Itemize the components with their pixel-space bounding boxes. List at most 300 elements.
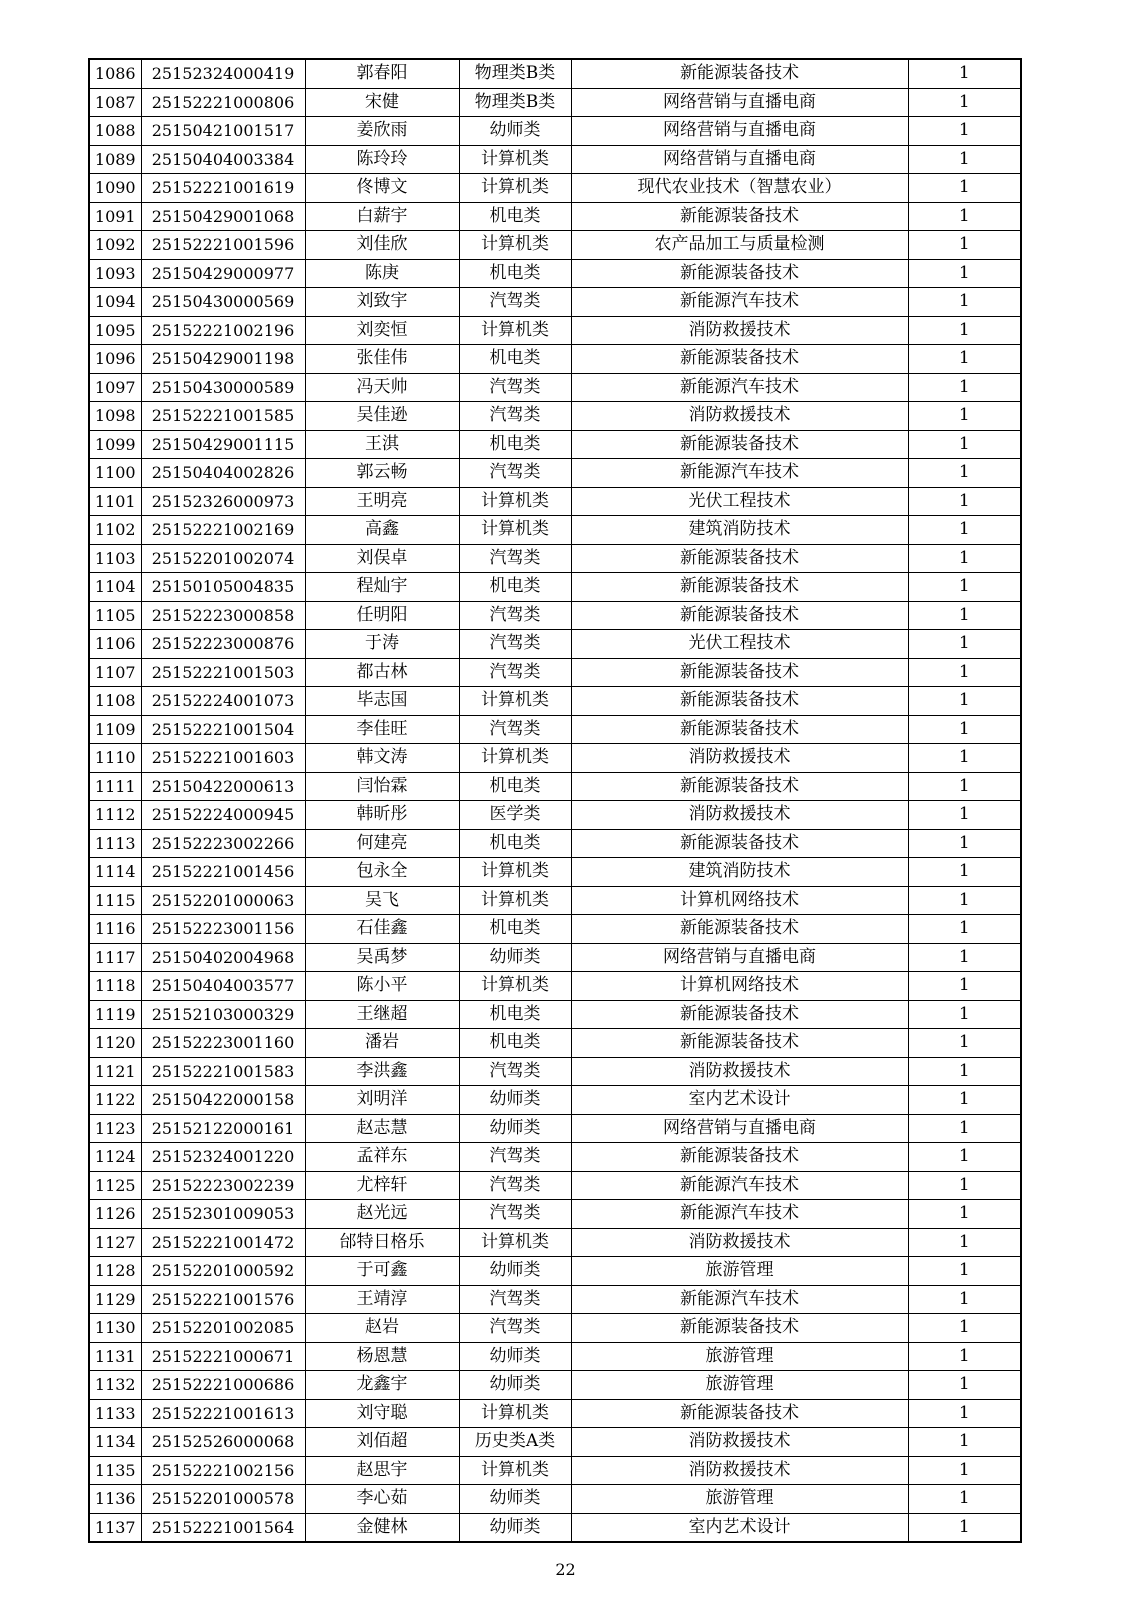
category-cell: 幼师类: [459, 1485, 571, 1514]
major-cell: 新能源装备技术: [571, 715, 908, 744]
table-row: [89, 59, 1021, 88]
table-row: [89, 630, 1021, 659]
serial-cell: 1100: [89, 459, 141, 488]
count-cell: 1: [908, 744, 1021, 773]
serial-cell: 1117: [89, 943, 141, 972]
exam-number-cell: 25152221001576: [141, 1285, 305, 1314]
serial-cell: 1127: [89, 1228, 141, 1257]
serial-cell: 1123: [89, 1114, 141, 1143]
count-cell: 1: [908, 1456, 1021, 1485]
category-cell: 计算机类: [459, 744, 571, 773]
major-cell: 建筑消防技术: [571, 516, 908, 545]
table-row: [89, 829, 1021, 858]
serial-cell: 1133: [89, 1399, 141, 1428]
category-cell: 计算机类: [459, 972, 571, 1001]
table-body: [89, 59, 1021, 1542]
student-name-cell: 刘致宇: [305, 288, 459, 317]
major-cell: 新能源装备技术: [571, 573, 908, 602]
table-row: [89, 715, 1021, 744]
count-cell: 1: [908, 373, 1021, 402]
exam-number-cell: 25150404003384: [141, 145, 305, 174]
count-cell: 1: [908, 402, 1021, 431]
serial-cell: 1086: [89, 59, 141, 88]
table-row: [89, 1257, 1021, 1286]
serial-cell: 1109: [89, 715, 141, 744]
table-row: [89, 772, 1021, 801]
count-cell: 1: [908, 1513, 1021, 1542]
category-cell: 机电类: [459, 772, 571, 801]
table-row: [89, 117, 1021, 146]
table-row: [89, 943, 1021, 972]
exam-number-cell: 25152224001073: [141, 687, 305, 716]
major-cell: 新能源装备技术: [571, 915, 908, 944]
count-cell: 1: [908, 1114, 1021, 1143]
category-cell: 计算机类: [459, 1228, 571, 1257]
table-row: [89, 373, 1021, 402]
exam-number-cell: 25152201000578: [141, 1485, 305, 1514]
exam-number-cell: 25152221001456: [141, 858, 305, 887]
category-cell: 幼师类: [459, 1114, 571, 1143]
student-name-cell: 李洪鑫: [305, 1057, 459, 1086]
major-cell: 新能源汽车技术: [571, 459, 908, 488]
exam-number-cell: 25150429001115: [141, 430, 305, 459]
category-cell: 幼师类: [459, 1513, 571, 1542]
count-cell: 1: [908, 1057, 1021, 1086]
serial-cell: 1090: [89, 174, 141, 203]
count-cell: 1: [908, 601, 1021, 630]
major-cell: 新能源装备技术: [571, 829, 908, 858]
count-cell: 1: [908, 630, 1021, 659]
category-cell: 计算机类: [459, 487, 571, 516]
major-cell: 新能源装备技术: [571, 601, 908, 630]
exam-number-cell: 25150430000569: [141, 288, 305, 317]
serial-cell: 1114: [89, 858, 141, 887]
table-row: [89, 345, 1021, 374]
exam-number-cell: 25150422000613: [141, 772, 305, 801]
serial-cell: 1087: [89, 88, 141, 117]
category-cell: 计算机类: [459, 1399, 571, 1428]
serial-cell: 1132: [89, 1371, 141, 1400]
major-cell: 新能源装备技术: [571, 544, 908, 573]
serial-cell: 1088: [89, 117, 141, 146]
major-cell: 建筑消防技术: [571, 858, 908, 887]
student-name-cell: 吴飞: [305, 886, 459, 915]
table-row: [89, 744, 1021, 773]
table-row: [89, 658, 1021, 687]
count-cell: 1: [908, 1086, 1021, 1115]
serial-cell: 1089: [89, 145, 141, 174]
count-cell: 1: [908, 1428, 1021, 1457]
serial-cell: 1101: [89, 487, 141, 516]
category-cell: 医学类: [459, 801, 571, 830]
serial-cell: 1098: [89, 402, 141, 431]
category-cell: 幼师类: [459, 1371, 571, 1400]
table-row: [89, 1171, 1021, 1200]
exam-number-cell: 25152223001156: [141, 915, 305, 944]
student-name-cell: 都古林: [305, 658, 459, 687]
exam-number-cell: 25152201002085: [141, 1314, 305, 1343]
student-name-cell: 冯天帅: [305, 373, 459, 402]
table-row: [89, 1371, 1021, 1400]
exam-number-cell: 25152221001619: [141, 174, 305, 203]
count-cell: 1: [908, 687, 1021, 716]
major-cell: 新能源装备技术: [571, 202, 908, 231]
student-name-cell: 王淇: [305, 430, 459, 459]
serial-cell: 1092: [89, 231, 141, 260]
category-cell: 汽驾类: [459, 1200, 571, 1229]
student-name-cell: 韩文涛: [305, 744, 459, 773]
major-cell: 消防救援技术: [571, 316, 908, 345]
major-cell: 消防救援技术: [571, 1057, 908, 1086]
serial-cell: 1116: [89, 915, 141, 944]
exam-number-cell: 25152526000068: [141, 1428, 305, 1457]
major-cell: 旅游管理: [571, 1371, 908, 1400]
exam-number-cell: 25150429001068: [141, 202, 305, 231]
serial-cell: 1110: [89, 744, 141, 773]
exam-number-cell: 25152301009053: [141, 1200, 305, 1229]
student-name-cell: 张佳伟: [305, 345, 459, 374]
major-cell: 旅游管理: [571, 1342, 908, 1371]
count-cell: 1: [908, 1228, 1021, 1257]
major-cell: 旅游管理: [571, 1485, 908, 1514]
serial-cell: 1120: [89, 1029, 141, 1058]
exam-number-cell: 25152221001603: [141, 744, 305, 773]
student-name-cell: 邰特日格乐: [305, 1228, 459, 1257]
student-name-cell: 于可鑫: [305, 1257, 459, 1286]
category-cell: 汽驾类: [459, 1314, 571, 1343]
serial-cell: 1099: [89, 430, 141, 459]
major-cell: 新能源装备技术: [571, 1314, 908, 1343]
major-cell: 新能源装备技术: [571, 1399, 908, 1428]
serial-cell: 1128: [89, 1257, 141, 1286]
student-name-cell: 陈小平: [305, 972, 459, 1001]
exam-number-cell: 25152221001585: [141, 402, 305, 431]
serial-cell: 1136: [89, 1485, 141, 1514]
count-cell: 1: [908, 202, 1021, 231]
major-cell: 计算机网络技术: [571, 972, 908, 1001]
count-cell: 1: [908, 772, 1021, 801]
category-cell: 计算机类: [459, 516, 571, 545]
count-cell: 1: [908, 430, 1021, 459]
count-cell: 1: [908, 972, 1021, 1001]
category-cell: 机电类: [459, 915, 571, 944]
exam-number-cell: 25152224000945: [141, 801, 305, 830]
exam-number-cell: 25150402004968: [141, 943, 305, 972]
serial-cell: 1137: [89, 1513, 141, 1542]
exam-number-cell: 25152221001504: [141, 715, 305, 744]
exam-number-cell: 25152324001220: [141, 1143, 305, 1172]
table-row: [89, 886, 1021, 915]
student-name-cell: 杨恩慧: [305, 1342, 459, 1371]
serial-cell: 1126: [89, 1200, 141, 1229]
exam-number-cell: 25152326000973: [141, 487, 305, 516]
admission-table: [88, 58, 1022, 1543]
exam-number-cell: 25152221002156: [141, 1456, 305, 1485]
exam-number-cell: 25150404002826: [141, 459, 305, 488]
category-cell: 汽驾类: [459, 630, 571, 659]
student-name-cell: 程灿宇: [305, 573, 459, 602]
count-cell: 1: [908, 1371, 1021, 1400]
student-name-cell: 赵志慧: [305, 1114, 459, 1143]
major-cell: 消防救援技术: [571, 744, 908, 773]
count-cell: 1: [908, 259, 1021, 288]
count-cell: 1: [908, 1029, 1021, 1058]
serial-cell: 1111: [89, 772, 141, 801]
category-cell: 机电类: [459, 430, 571, 459]
exam-number-cell: 25152221000671: [141, 1342, 305, 1371]
major-cell: 新能源装备技术: [571, 687, 908, 716]
student-name-cell: 潘岩: [305, 1029, 459, 1058]
exam-number-cell: 25152221002169: [141, 516, 305, 545]
count-cell: 1: [908, 858, 1021, 887]
count-cell: 1: [908, 516, 1021, 545]
table-row: [89, 915, 1021, 944]
category-cell: 机电类: [459, 1000, 571, 1029]
student-name-cell: 于涛: [305, 630, 459, 659]
major-cell: 新能源装备技术: [571, 772, 908, 801]
major-cell: 光伏工程技术: [571, 630, 908, 659]
student-name-cell: 刘佰超: [305, 1428, 459, 1457]
table-row: [89, 972, 1021, 1001]
category-cell: 幼师类: [459, 1342, 571, 1371]
count-cell: 1: [908, 88, 1021, 117]
serial-cell: 1130: [89, 1314, 141, 1343]
category-cell: 汽驾类: [459, 288, 571, 317]
exam-number-cell: 25152221001564: [141, 1513, 305, 1542]
table-row: [89, 858, 1021, 887]
student-name-cell: 刘守聪: [305, 1399, 459, 1428]
count-cell: 1: [908, 174, 1021, 203]
count-cell: 1: [908, 943, 1021, 972]
count-cell: 1: [908, 801, 1021, 830]
serial-cell: 1102: [89, 516, 141, 545]
category-cell: 幼师类: [459, 943, 571, 972]
table-row: [89, 231, 1021, 260]
serial-cell: 1097: [89, 373, 141, 402]
serial-cell: 1115: [89, 886, 141, 915]
major-cell: 网络营销与直播电商: [571, 1114, 908, 1143]
major-cell: 消防救援技术: [571, 1456, 908, 1485]
category-cell: 机电类: [459, 202, 571, 231]
serial-cell: 1093: [89, 259, 141, 288]
serial-cell: 1121: [89, 1057, 141, 1086]
count-cell: 1: [908, 573, 1021, 602]
table-row: [89, 1456, 1021, 1485]
student-name-cell: 刘明洋: [305, 1086, 459, 1115]
student-name-cell: 韩昕彤: [305, 801, 459, 830]
major-cell: 消防救援技术: [571, 1428, 908, 1457]
category-cell: 汽驾类: [459, 544, 571, 573]
table-row: [89, 1428, 1021, 1457]
exam-number-cell: 25152221001472: [141, 1228, 305, 1257]
major-cell: 新能源汽车技术: [571, 288, 908, 317]
table-row: [89, 430, 1021, 459]
student-name-cell: 闫怡霖: [305, 772, 459, 801]
major-cell: 现代农业技术（智慧农业）: [571, 174, 908, 203]
table-row: [89, 1086, 1021, 1115]
major-cell: 农产品加工与质量检测: [571, 231, 908, 260]
serial-cell: 1107: [89, 658, 141, 687]
category-cell: 汽驾类: [459, 601, 571, 630]
count-cell: 1: [908, 145, 1021, 174]
exam-number-cell: 25152221001503: [141, 658, 305, 687]
category-cell: 计算机类: [459, 1456, 571, 1485]
major-cell: 新能源装备技术: [571, 59, 908, 88]
student-name-cell: 刘奕恒: [305, 316, 459, 345]
table-row: [89, 1228, 1021, 1257]
major-cell: 网络营销与直播电商: [571, 145, 908, 174]
student-name-cell: 郭春阳: [305, 59, 459, 88]
exam-number-cell: 25152122000161: [141, 1114, 305, 1143]
category-cell: 汽驾类: [459, 459, 571, 488]
category-cell: 计算机类: [459, 886, 571, 915]
serial-cell: 1104: [89, 573, 141, 602]
table-row: [89, 487, 1021, 516]
student-name-cell: 陈玲玲: [305, 145, 459, 174]
serial-cell: 1105: [89, 601, 141, 630]
student-name-cell: 陈庚: [305, 259, 459, 288]
student-name-cell: 白薪宇: [305, 202, 459, 231]
exam-number-cell: 25152223002266: [141, 829, 305, 858]
major-cell: 消防救援技术: [571, 402, 908, 431]
exam-number-cell: 25152223000858: [141, 601, 305, 630]
exam-number-cell: 25150421001517: [141, 117, 305, 146]
table-row: [89, 1114, 1021, 1143]
count-cell: 1: [908, 487, 1021, 516]
count-cell: 1: [908, 1285, 1021, 1314]
student-name-cell: 王靖淳: [305, 1285, 459, 1314]
table-row: [89, 1057, 1021, 1086]
category-cell: 幼师类: [459, 1086, 571, 1115]
exam-number-cell: 25150430000589: [141, 373, 305, 402]
table-row: [89, 1000, 1021, 1029]
count-cell: 1: [908, 1314, 1021, 1343]
exam-number-cell: 25152221001596: [141, 231, 305, 260]
student-name-cell: 王明亮: [305, 487, 459, 516]
student-name-cell: 金健林: [305, 1513, 459, 1542]
count-cell: 1: [908, 715, 1021, 744]
category-cell: 计算机类: [459, 858, 571, 887]
student-name-cell: 高鑫: [305, 516, 459, 545]
category-cell: 幼师类: [459, 1257, 571, 1286]
major-cell: 新能源装备技术: [571, 345, 908, 374]
exam-number-cell: 25152223000876: [141, 630, 305, 659]
exam-number-cell: 25152223001160: [141, 1029, 305, 1058]
exam-number-cell: 25152201000592: [141, 1257, 305, 1286]
exam-number-cell: 25150429000977: [141, 259, 305, 288]
table-row: [89, 288, 1021, 317]
serial-cell: 1091: [89, 202, 141, 231]
category-cell: 机电类: [459, 573, 571, 602]
category-cell: 汽驾类: [459, 1285, 571, 1314]
serial-cell: 1122: [89, 1086, 141, 1115]
count-cell: 1: [908, 1485, 1021, 1514]
student-name-cell: 毕志国: [305, 687, 459, 716]
student-name-cell: 李佳旺: [305, 715, 459, 744]
category-cell: 汽驾类: [459, 658, 571, 687]
count-cell: 1: [908, 829, 1021, 858]
category-cell: 机电类: [459, 259, 571, 288]
exam-number-cell: 25152221001613: [141, 1399, 305, 1428]
table-row: [89, 259, 1021, 288]
category-cell: 幼师类: [459, 117, 571, 146]
page-number: 22: [555, 1560, 576, 1579]
count-cell: 1: [908, 117, 1021, 146]
category-cell: 计算机类: [459, 174, 571, 203]
category-cell: 历史类A类: [459, 1428, 571, 1457]
serial-cell: 1113: [89, 829, 141, 858]
major-cell: 新能源汽车技术: [571, 373, 908, 402]
category-cell: 汽驾类: [459, 402, 571, 431]
table-row: [89, 573, 1021, 602]
category-cell: 汽驾类: [459, 1171, 571, 1200]
table-row: [89, 601, 1021, 630]
student-name-cell: 佟博文: [305, 174, 459, 203]
major-cell: 网络营销与直播电商: [571, 117, 908, 146]
table-row: [89, 316, 1021, 345]
student-name-cell: 赵光远: [305, 1200, 459, 1229]
major-cell: 室内艺术设计: [571, 1513, 908, 1542]
table-row: [89, 1285, 1021, 1314]
category-cell: 汽驾类: [459, 1143, 571, 1172]
major-cell: 计算机网络技术: [571, 886, 908, 915]
serial-cell: 1095: [89, 316, 141, 345]
category-cell: 计算机类: [459, 687, 571, 716]
major-cell: 新能源汽车技术: [571, 1285, 908, 1314]
student-name-cell: 何建亮: [305, 829, 459, 858]
category-cell: 机电类: [459, 1029, 571, 1058]
student-name-cell: 赵岩: [305, 1314, 459, 1343]
count-cell: 1: [908, 915, 1021, 944]
major-cell: 消防救援技术: [571, 1228, 908, 1257]
category-cell: 物理类B类: [459, 59, 571, 88]
exam-number-cell: 25152201000063: [141, 886, 305, 915]
exam-number-cell: 25150422000158: [141, 1086, 305, 1115]
exam-number-cell: 25152221001583: [141, 1057, 305, 1086]
table-row: [89, 1399, 1021, 1428]
exam-number-cell: 25152223002239: [141, 1171, 305, 1200]
student-name-cell: 尤梓轩: [305, 1171, 459, 1200]
table-row: [89, 1314, 1021, 1343]
major-cell: 网络营销与直播电商: [571, 88, 908, 117]
major-cell: 新能源装备技术: [571, 259, 908, 288]
category-cell: 汽驾类: [459, 1057, 571, 1086]
category-cell: 机电类: [459, 345, 571, 374]
student-name-cell: 孟祥东: [305, 1143, 459, 1172]
serial-cell: 1112: [89, 801, 141, 830]
major-cell: 新能源装备技术: [571, 1143, 908, 1172]
exam-number-cell: 25150429001198: [141, 345, 305, 374]
exam-number-cell: 25152324000419: [141, 59, 305, 88]
serial-cell: 1135: [89, 1456, 141, 1485]
category-cell: 汽驾类: [459, 373, 571, 402]
serial-cell: 1134: [89, 1428, 141, 1457]
student-name-cell: 刘佳欣: [305, 231, 459, 260]
table-row: [89, 1342, 1021, 1371]
count-cell: 1: [908, 1143, 1021, 1172]
category-cell: 计算机类: [459, 316, 571, 345]
table-row: [89, 1513, 1021, 1542]
category-cell: 计算机类: [459, 145, 571, 174]
table-row: [89, 88, 1021, 117]
table-row: [89, 145, 1021, 174]
serial-cell: 1124: [89, 1143, 141, 1172]
count-cell: 1: [908, 316, 1021, 345]
category-cell: 物理类B类: [459, 88, 571, 117]
serial-cell: 1119: [89, 1000, 141, 1029]
student-name-cell: 赵思宇: [305, 1456, 459, 1485]
count-cell: 1: [908, 459, 1021, 488]
